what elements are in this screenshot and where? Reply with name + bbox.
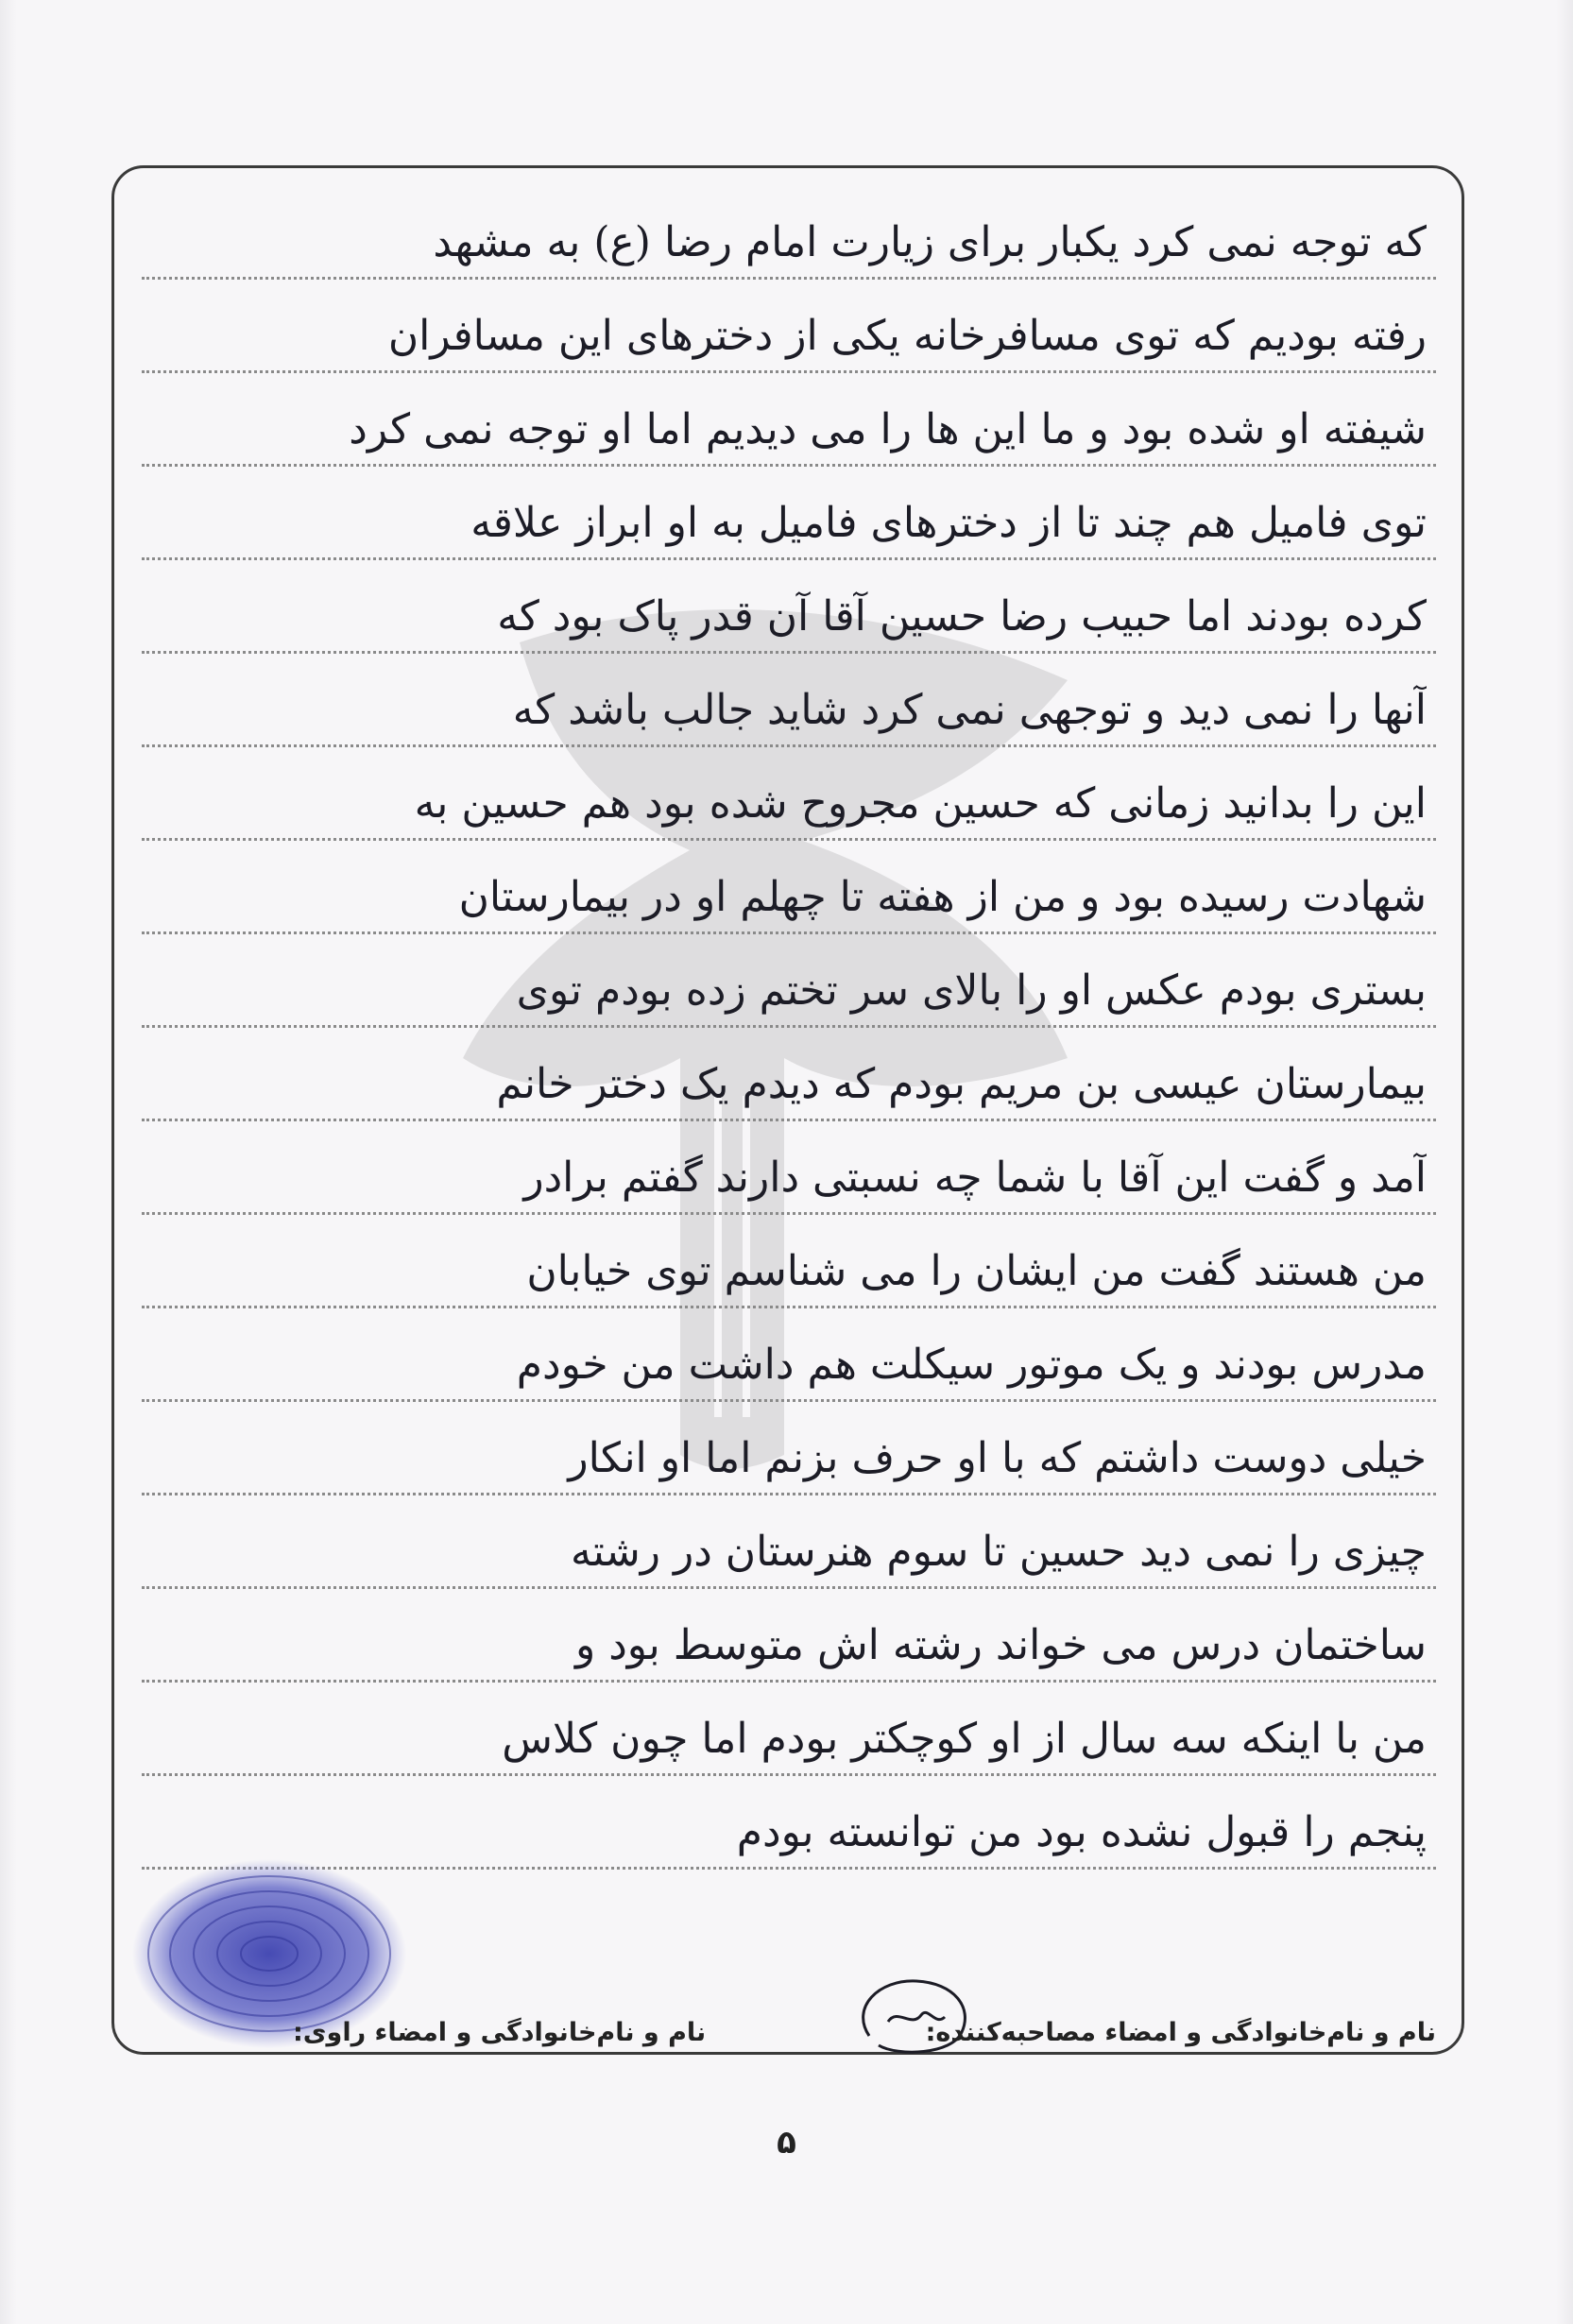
text-line xyxy=(142,292,1436,379)
handwritten-line-text: بیمارستان عیسی بن مریم بودم که دیدم یک دختر خانم xyxy=(496,1060,1427,1108)
handwritten-line-text: چیزی را نمی دید حسین تا سوم هنرستان در رشته xyxy=(571,1528,1427,1576)
handwritten-line-text: من با اینکه سه سال از او کوچکتر بودم اما چون کلاس xyxy=(502,1715,1427,1763)
handwritten-line-text: آمد و گفت این آقا با شما چه نسبتی دارند گفتم برادر xyxy=(523,1153,1427,1202)
text-line xyxy=(142,479,1436,566)
handwritten-line-text: شیفته او شده بود و ما این ها را می دیدیم اما او توجه نمی کرد xyxy=(349,405,1427,453)
text-line xyxy=(142,1508,1436,1595)
handwritten-line-text: آنها را نمی دید و توجهی نمی کرد شاید جالب باشد که xyxy=(512,686,1427,734)
text-line xyxy=(142,666,1436,753)
text-line xyxy=(142,1695,1436,1782)
text-line xyxy=(142,853,1436,940)
handwritten-line-text: من هستند گفت من ایشان را می شناسم توی خیابان xyxy=(526,1247,1427,1295)
handwritten-line-text: که توجه نمی کرد یکبار برای زیارت امام رضا (ع) به مشهد xyxy=(433,218,1427,266)
text-line xyxy=(142,947,1436,1034)
text-line xyxy=(142,1321,1436,1408)
text-line xyxy=(142,760,1436,846)
handwritten-line-text: بستری بودم عکس او را بالای سر تختم زده بودم توی xyxy=(516,966,1427,1015)
text-line xyxy=(142,1414,1436,1501)
text-line xyxy=(142,1134,1436,1221)
text-line xyxy=(142,1227,1436,1314)
handwritten-line-text: ساختمان درس می خواند رشته اش متوسط بود و xyxy=(574,1621,1427,1669)
handwritten-line-text: این را بدانید زمانی که حسین مجروح شده بود هم حسین به xyxy=(414,779,1427,828)
handwritten-line-text: مدرس بودند و یک موتور سیکلت هم داشت من خودم xyxy=(516,1341,1427,1389)
text-line xyxy=(142,198,1436,285)
signature-footer xyxy=(132,2010,1445,2067)
text-line xyxy=(142,385,1436,472)
interviewer-label: نام و نام‌خانوادگی و امضاء مصاحبه‌کننده: xyxy=(925,2018,1436,2047)
handwritten-body xyxy=(142,198,1436,1993)
handwritten-line-text: کرده بودند اما حبیب رضا حسین آقا آن قدر پاک بود که xyxy=(497,592,1427,641)
handwritten-line-text: شهادت رسیده بود و من از هفته تا چهلم او در بیمارستان xyxy=(458,873,1427,921)
page-number: ۵ xyxy=(777,2124,796,2162)
handwritten-line-text: خیلی دوست داشتم که با او حرف بزنم اما او انکار xyxy=(568,1434,1427,1482)
handwritten-line-text: توی فامیل هم چند تا از دخترهای فامیل به او ابراز علاقه xyxy=(470,499,1427,547)
narrator-label: نام و نام‌خانوادگی و امضاء راوی: xyxy=(293,2018,707,2047)
text-line xyxy=(142,572,1436,659)
text-line xyxy=(142,1601,1436,1688)
handwritten-line-text: رفته بودیم که توی مسافرخانه یکی از دخترهای این مسافران xyxy=(387,312,1427,360)
text-line xyxy=(142,1040,1436,1127)
handwritten-line-text: پنجم را قبول نشده بود من توانسته بودم xyxy=(736,1808,1427,1856)
